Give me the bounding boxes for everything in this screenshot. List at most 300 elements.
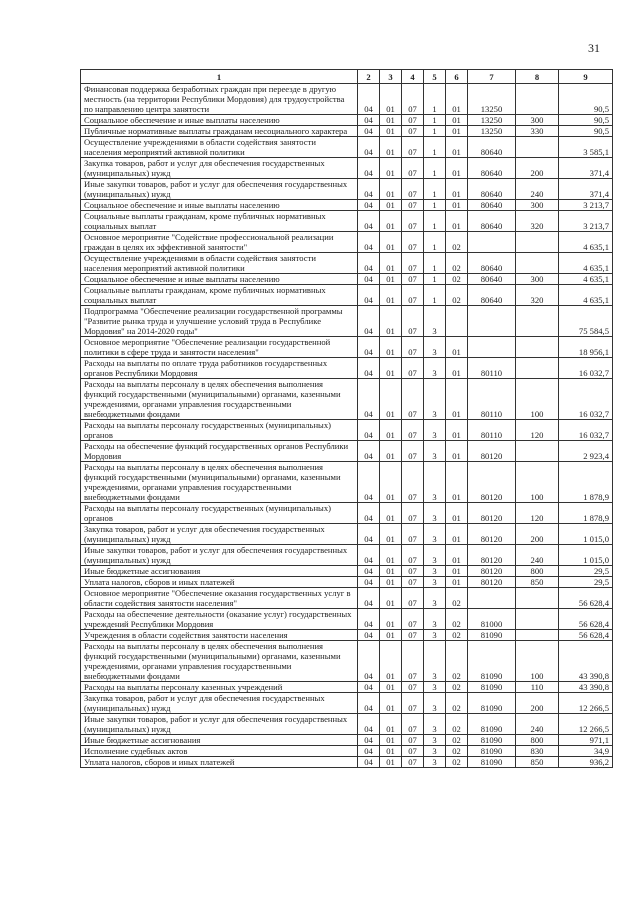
amount-cell: 90,5	[559, 84, 613, 115]
code-cell: 07	[402, 462, 424, 503]
row-name-cell: Расходы на выплаты персоналу в целях обеспечения выполнения функций государственными (муниципальными) органами, казенными учреждениями, органами управления государственными внебюджетными фондами	[81, 641, 358, 682]
amount-cell: 3 585,1	[559, 137, 613, 158]
code-cell: 01	[380, 211, 402, 232]
expense-type-cell: 300	[516, 274, 559, 285]
row-name-cell: Осуществление учреждениями в области содействия занятости населения мероприятий активной политики	[81, 137, 358, 158]
target-code-cell: 80120	[468, 503, 516, 524]
code-cell: 3	[424, 441, 446, 462]
code-cell: 02	[446, 735, 468, 746]
code-cell: 04	[358, 641, 380, 682]
row-name-cell: Иные закупки товаров, работ и услуг для обеспечения государственных (муниципальных) нужд	[81, 714, 358, 735]
code-cell: 02	[446, 757, 468, 768]
target-code-cell: 80640	[468, 158, 516, 179]
code-cell: 01	[446, 211, 468, 232]
code-cell: 04	[358, 545, 380, 566]
code-cell: 01	[380, 358, 402, 379]
code-cell: 3	[424, 545, 446, 566]
row-name-cell: Расходы на выплаты по оплате труда работников государственных органов Республики Мордовия	[81, 358, 358, 379]
code-cell: 04	[358, 441, 380, 462]
code-cell: 3	[424, 630, 446, 641]
amount-cell: 29,5	[559, 577, 613, 588]
code-cell: 01	[380, 274, 402, 285]
table-row	[81, 735, 613, 746]
amount-cell: 56 628,4	[559, 630, 613, 641]
code-cell: 01	[446, 137, 468, 158]
code-cell: 07	[402, 641, 424, 682]
column-header: 1	[81, 70, 358, 84]
table-row	[81, 524, 613, 545]
amount-cell: 75 584,5	[559, 306, 613, 337]
table-row	[81, 285, 613, 306]
code-cell: 04	[358, 746, 380, 757]
column-header: 2	[358, 70, 380, 84]
amount-cell: 90,5	[559, 126, 613, 137]
row-name-cell: Закупка товаров, работ и услуг для обеспечения государственных (муниципальных) нужд	[81, 524, 358, 545]
code-cell: 01	[446, 524, 468, 545]
amount-cell: 4 635,1	[559, 285, 613, 306]
code-cell: 07	[402, 566, 424, 577]
code-cell: 04	[358, 158, 380, 179]
code-cell: 04	[358, 179, 380, 200]
row-name-cell: Публичные нормативные выплаты гражданам несоциального характера	[81, 126, 358, 137]
row-name-cell: Социальное обеспечение и иные выплаты населению	[81, 200, 358, 211]
amount-cell: 371,4	[559, 179, 613, 200]
code-cell: 1	[424, 232, 446, 253]
amount-cell: 43 390,8	[559, 682, 613, 693]
code-cell: 07	[402, 358, 424, 379]
amount-cell: 2 923,4	[559, 441, 613, 462]
code-cell: 04	[358, 115, 380, 126]
amount-cell: 18 956,1	[559, 337, 613, 358]
code-cell: 1	[424, 115, 446, 126]
expense-type-cell	[516, 137, 559, 158]
target-code-cell: 13250	[468, 115, 516, 126]
row-name-cell: Расходы на выплаты персоналу в целях обеспечения выполнения функций государственными (муниципальными) органами, казенными учреждениями, органами управления государственными внебюджетными фондами	[81, 379, 358, 420]
code-cell: 07	[402, 746, 424, 757]
code-cell: 04	[358, 588, 380, 609]
code-cell: 01	[446, 462, 468, 503]
code-cell: 01	[380, 577, 402, 588]
code-cell: 01	[380, 115, 402, 126]
code-cell: 04	[358, 337, 380, 358]
code-cell: 02	[446, 609, 468, 630]
code-cell: 07	[402, 630, 424, 641]
code-cell: 04	[358, 609, 380, 630]
amount-cell: 12 266,5	[559, 693, 613, 714]
table-row	[81, 137, 613, 158]
code-cell: 04	[358, 462, 380, 503]
code-cell: 3	[424, 682, 446, 693]
code-cell: 04	[358, 84, 380, 115]
code-cell: 01	[380, 285, 402, 306]
amount-cell: 1 015,0	[559, 545, 613, 566]
code-cell: 02	[446, 274, 468, 285]
expense-type-cell: 100	[516, 379, 559, 420]
row-name-cell: Основное мероприятие "Обеспечение оказания государственных услуг в области содействия занятости населения"	[81, 588, 358, 609]
code-cell: 01	[380, 545, 402, 566]
code-cell: 07	[402, 588, 424, 609]
code-cell: 3	[424, 337, 446, 358]
target-code-cell: 81090	[468, 641, 516, 682]
code-cell: 04	[358, 232, 380, 253]
code-cell: 01	[446, 115, 468, 126]
code-cell	[446, 306, 468, 337]
code-cell: 07	[402, 682, 424, 693]
table-row	[81, 746, 613, 757]
table-row	[81, 503, 613, 524]
code-cell: 04	[358, 200, 380, 211]
expense-type-cell: 300	[516, 115, 559, 126]
code-cell: 01	[446, 441, 468, 462]
code-cell: 04	[358, 566, 380, 577]
expense-type-cell	[516, 84, 559, 115]
expense-type-cell: 330	[516, 126, 559, 137]
code-cell: 1	[424, 211, 446, 232]
code-cell: 07	[402, 84, 424, 115]
expense-type-cell: 850	[516, 757, 559, 768]
amount-cell: 1 878,9	[559, 462, 613, 503]
code-cell: 1	[424, 274, 446, 285]
code-cell: 01	[380, 588, 402, 609]
code-cell: 04	[358, 253, 380, 274]
code-cell: 04	[358, 306, 380, 337]
expense-type-cell: 110	[516, 682, 559, 693]
table-row	[81, 211, 613, 232]
amount-cell: 971,1	[559, 735, 613, 746]
code-cell: 04	[358, 420, 380, 441]
column-header: 6	[446, 70, 468, 84]
row-name-cell: Расходы на выплаты персоналу государственных (муниципальных) органов	[81, 503, 358, 524]
code-cell: 01	[446, 420, 468, 441]
expense-type-cell	[516, 609, 559, 630]
target-code-cell: 80640	[468, 179, 516, 200]
code-cell: 01	[380, 682, 402, 693]
amount-cell: 34,9	[559, 746, 613, 757]
code-cell: 01	[380, 84, 402, 115]
row-name-cell: Социальное обеспечение и иные выплаты населению	[81, 115, 358, 126]
table-row	[81, 693, 613, 714]
target-code-cell: 80120	[468, 545, 516, 566]
amount-cell: 56 628,4	[559, 609, 613, 630]
code-cell: 07	[402, 524, 424, 545]
target-code-cell: 80640	[468, 137, 516, 158]
code-cell: 02	[446, 682, 468, 693]
amount-cell: 936,2	[559, 757, 613, 768]
expense-type-cell: 850	[516, 577, 559, 588]
code-cell: 02	[446, 641, 468, 682]
column-header: 7	[468, 70, 516, 84]
amount-cell: 43 390,8	[559, 641, 613, 682]
code-cell: 04	[358, 714, 380, 735]
code-cell: 04	[358, 379, 380, 420]
code-cell: 07	[402, 379, 424, 420]
table-row	[81, 420, 613, 441]
target-code-cell: 81090	[468, 757, 516, 768]
amount-cell: 4 635,1	[559, 274, 613, 285]
table-row	[81, 253, 613, 274]
budget-table	[80, 69, 613, 768]
amount-cell: 371,4	[559, 158, 613, 179]
table-row	[81, 200, 613, 211]
code-cell: 01	[446, 545, 468, 566]
target-code-cell	[468, 232, 516, 253]
code-cell: 1	[424, 285, 446, 306]
row-name-cell: Социальные выплаты гражданам, кроме публичных нормативных социальных выплат	[81, 285, 358, 306]
table-row	[81, 577, 613, 588]
table-row	[81, 682, 613, 693]
code-cell: 3	[424, 693, 446, 714]
row-name-cell: Иные бюджетные ассигнования	[81, 735, 358, 746]
code-cell: 01	[446, 358, 468, 379]
code-cell: 04	[358, 524, 380, 545]
expense-type-cell	[516, 337, 559, 358]
amount-cell: 16 032,7	[559, 420, 613, 441]
code-cell: 04	[358, 503, 380, 524]
row-name-cell: Иные закупки товаров, работ и услуг для обеспечения государственных (муниципальных) нужд	[81, 179, 358, 200]
code-cell: 07	[402, 545, 424, 566]
target-code-cell: 81090	[468, 735, 516, 746]
code-cell: 07	[402, 337, 424, 358]
code-cell: 01	[446, 84, 468, 115]
code-cell: 07	[402, 253, 424, 274]
target-code-cell: 80640	[468, 274, 516, 285]
expense-type-cell	[516, 232, 559, 253]
code-cell: 02	[446, 588, 468, 609]
code-cell: 01	[446, 179, 468, 200]
code-cell: 01	[380, 609, 402, 630]
target-code-cell: 81090	[468, 630, 516, 641]
code-cell: 01	[380, 630, 402, 641]
code-cell: 07	[402, 693, 424, 714]
table-row	[81, 232, 613, 253]
amount-cell: 3 213,7	[559, 200, 613, 211]
target-code-cell: 80110	[468, 379, 516, 420]
code-cell: 02	[446, 746, 468, 757]
column-header: 5	[424, 70, 446, 84]
row-name-cell: Расходы на обеспечение функций государственных органов Республики Мордовия	[81, 441, 358, 462]
code-cell: 07	[402, 126, 424, 137]
row-name-cell: Расходы на обеспечение деятельности (оказание услуг) государственных учреждений Республики Мордовия	[81, 609, 358, 630]
row-name-cell: Расходы на выплаты персоналу государственных (муниципальных) органов	[81, 420, 358, 441]
table-row	[81, 179, 613, 200]
amount-cell: 29,5	[559, 566, 613, 577]
expense-type-cell: 240	[516, 714, 559, 735]
expense-type-cell: 240	[516, 545, 559, 566]
code-cell: 07	[402, 200, 424, 211]
target-code-cell	[468, 337, 516, 358]
code-cell: 04	[358, 682, 380, 693]
table-row	[81, 126, 613, 137]
code-cell: 3	[424, 641, 446, 682]
expense-type-cell: 300	[516, 200, 559, 211]
code-cell: 01	[380, 158, 402, 179]
code-cell: 01	[380, 200, 402, 211]
table-row	[81, 441, 613, 462]
code-cell: 3	[424, 588, 446, 609]
table-row	[81, 84, 613, 115]
expense-type-cell	[516, 441, 559, 462]
code-cell: 01	[446, 126, 468, 137]
row-name-cell: Социальное обеспечение и иные выплаты населению	[81, 274, 358, 285]
table-row	[81, 566, 613, 577]
expense-type-cell: 240	[516, 179, 559, 200]
code-cell: 01	[380, 137, 402, 158]
expense-type-cell	[516, 358, 559, 379]
expense-type-cell: 120	[516, 503, 559, 524]
amount-cell: 3 213,7	[559, 211, 613, 232]
table-row	[81, 274, 613, 285]
code-cell: 3	[424, 503, 446, 524]
target-code-cell: 81090	[468, 682, 516, 693]
row-name-cell: Закупка товаров, работ и услуг для обеспечения государственных (муниципальных) нужд	[81, 158, 358, 179]
code-cell: 07	[402, 232, 424, 253]
code-cell: 01	[380, 641, 402, 682]
target-code-cell: 80120	[468, 577, 516, 588]
expense-type-cell: 200	[516, 158, 559, 179]
code-cell: 01	[446, 577, 468, 588]
expense-type-cell	[516, 630, 559, 641]
code-cell: 3	[424, 566, 446, 577]
code-cell: 3	[424, 379, 446, 420]
code-cell: 01	[446, 566, 468, 577]
code-cell: 07	[402, 757, 424, 768]
row-name-cell: Основное мероприятие "Обеспечение реализации государственной политики в сфере труда и занятости населения"	[81, 337, 358, 358]
code-cell: 07	[402, 714, 424, 735]
row-name-cell: Уплата налогов, сборов и иных платежей	[81, 577, 358, 588]
amount-cell: 12 266,5	[559, 714, 613, 735]
code-cell: 01	[446, 200, 468, 211]
target-code-cell: 80640	[468, 211, 516, 232]
code-cell: 07	[402, 735, 424, 746]
code-cell: 3	[424, 757, 446, 768]
code-cell: 02	[446, 714, 468, 735]
code-cell: 3	[424, 714, 446, 735]
column-header: 3	[380, 70, 402, 84]
target-code-cell	[468, 306, 516, 337]
code-cell: 07	[402, 115, 424, 126]
target-code-cell: 81090	[468, 693, 516, 714]
code-cell: 04	[358, 358, 380, 379]
code-cell: 01	[380, 693, 402, 714]
code-cell: 3	[424, 735, 446, 746]
code-cell: 07	[402, 179, 424, 200]
expense-type-cell: 800	[516, 735, 559, 746]
table-row	[81, 158, 613, 179]
row-name-cell: Исполнение судебных актов	[81, 746, 358, 757]
code-cell: 1	[424, 126, 446, 137]
target-code-cell: 80110	[468, 420, 516, 441]
code-cell: 02	[446, 693, 468, 714]
amount-cell: 16 032,7	[559, 379, 613, 420]
code-cell: 01	[380, 462, 402, 503]
table-row	[81, 757, 613, 768]
target-code-cell: 81000	[468, 609, 516, 630]
row-name-cell: Основное мероприятие "Содействие профессиональной реализации граждан в целях их эффективной занятости"	[81, 232, 358, 253]
column-header: 9	[559, 70, 613, 84]
code-cell: 04	[358, 757, 380, 768]
code-cell: 01	[446, 503, 468, 524]
table-row	[81, 588, 613, 609]
code-cell: 02	[446, 253, 468, 274]
row-name-cell: Подпрограмма "Обеспечение реализации государственной программы "Развитие рынка труда и улучшение условий труда в Республике Мордовия" на 2014-2020 годы"	[81, 306, 358, 337]
code-cell: 01	[380, 253, 402, 274]
row-name-cell: Расходы на выплаты персоналу казенных учреждений	[81, 682, 358, 693]
code-cell: 01	[380, 126, 402, 137]
code-cell: 1	[424, 137, 446, 158]
code-cell: 01	[380, 503, 402, 524]
table-row	[81, 630, 613, 641]
code-cell: 04	[358, 211, 380, 232]
code-cell: 04	[358, 126, 380, 137]
target-code-cell: 80110	[468, 358, 516, 379]
code-cell: 07	[402, 420, 424, 441]
target-code-cell: 80120	[468, 524, 516, 545]
code-cell: 07	[402, 577, 424, 588]
code-cell: 01	[446, 379, 468, 420]
target-code-cell: 13250	[468, 84, 516, 115]
code-cell: 01	[380, 232, 402, 253]
code-cell: 04	[358, 274, 380, 285]
code-cell: 3	[424, 746, 446, 757]
table-row	[81, 115, 613, 126]
code-cell: 04	[358, 735, 380, 746]
code-cell: 07	[402, 274, 424, 285]
code-cell: 3	[424, 609, 446, 630]
code-cell: 01	[380, 746, 402, 757]
column-header: 4	[402, 70, 424, 84]
expense-type-cell: 100	[516, 462, 559, 503]
code-cell: 07	[402, 306, 424, 337]
row-name-cell: Социальные выплаты гражданам, кроме публичных нормативных социальных выплат	[81, 211, 358, 232]
code-cell: 04	[358, 137, 380, 158]
target-code-cell: 81090	[468, 746, 516, 757]
expense-type-cell: 200	[516, 524, 559, 545]
code-cell: 3	[424, 358, 446, 379]
table-row	[81, 545, 613, 566]
code-cell: 07	[402, 137, 424, 158]
code-cell: 07	[402, 441, 424, 462]
row-name-cell: Расходы на выплаты персоналу в целях обеспечения выполнения функций государственными (муниципальными) органами, казенными учреждениями, органами управления государственными внебюджетными фондами	[81, 462, 358, 503]
code-cell: 01	[380, 179, 402, 200]
row-name-cell: Уплата налогов, сборов и иных платежей	[81, 757, 358, 768]
expense-type-cell: 800	[516, 566, 559, 577]
expense-type-cell	[516, 588, 559, 609]
code-cell: 01	[380, 420, 402, 441]
expense-type-cell	[516, 306, 559, 337]
expense-type-cell	[516, 253, 559, 274]
table-row	[81, 358, 613, 379]
target-code-cell: 13250	[468, 126, 516, 137]
expense-type-cell: 200	[516, 693, 559, 714]
code-cell: 01	[380, 735, 402, 746]
code-cell: 3	[424, 524, 446, 545]
code-cell: 1	[424, 179, 446, 200]
row-name-cell: Финансовая поддержка безработных граждан при переезде в другую местность (на территории Республики Мордовия) для трудоустройства по направлению центра занятости	[81, 84, 358, 115]
target-code-cell	[468, 588, 516, 609]
expense-type-cell: 320	[516, 285, 559, 306]
code-cell: 04	[358, 630, 380, 641]
code-cell: 04	[358, 285, 380, 306]
table-row	[81, 641, 613, 682]
table-row	[81, 337, 613, 358]
code-cell: 01	[380, 306, 402, 337]
table-row	[81, 609, 613, 630]
code-cell: 02	[446, 630, 468, 641]
target-code-cell: 80120	[468, 441, 516, 462]
expense-type-cell: 830	[516, 746, 559, 757]
code-cell: 01	[380, 337, 402, 358]
row-name-cell: Иные закупки товаров, работ и услуг для обеспечения государственных (муниципальных) нужд	[81, 545, 358, 566]
